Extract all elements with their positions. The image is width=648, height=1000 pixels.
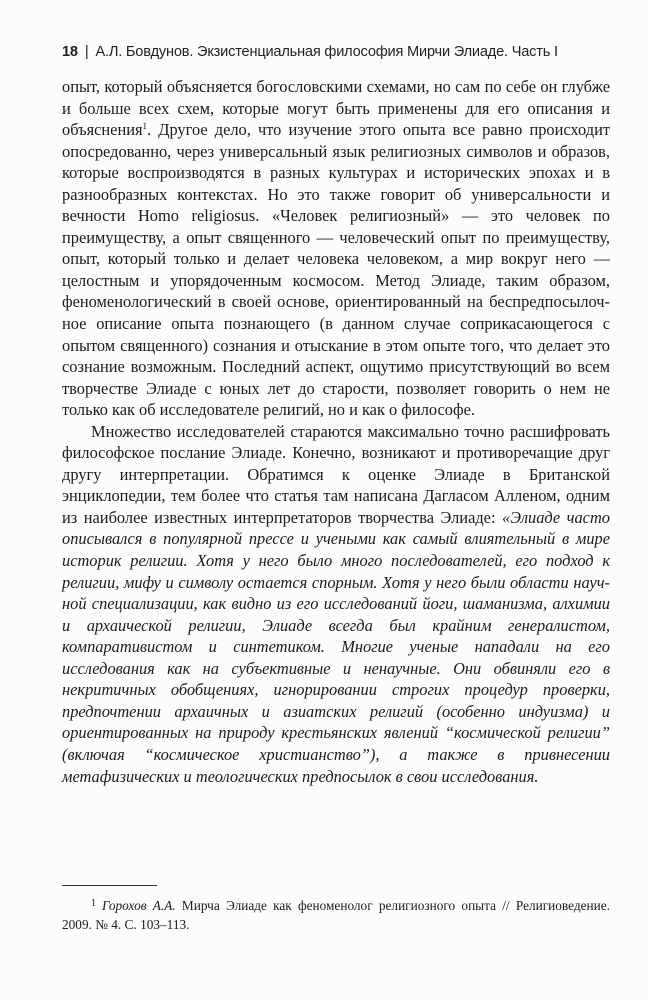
paragraph-2	[62, 421, 610, 787]
footnote-1	[62, 894, 610, 934]
paragraph-1-text-a: опыт, который объясняется богословскими схемами, но сам по себе он глубже и больше всех схем, которые могут быть применены для его описания и объяснения	[62, 77, 610, 140]
paragraph-1-text-b: . Другое дело, что изучение этого опыта все равно происходит опосредованно, через универсальный язык религиозных символов и образов, которые воспроизводятся в разных культурах и исторических эпохах и в разнообразных контекстах. Но это также говорит об универсальности и вечности Homo religiosus. «Человек религиозный» — это человек по преимуществу, а опыт священного — человеческий опыт по преимуществу, опыт, который только и делает человека человеком, а мир вокруг него — целостным и упорядоченным космосом. Метод Элиаде, таким образом, феноменологический в своей основе, ориентированный на беспредпосылочное описание опыта познающего (в данном случае соприкасающегося с опытом священного) сознания и отыскание в этом опыте того, что делает это сознание возможным. Последний аспект, ощутимо присутствующий во всем творчестве Элиаде с юных лет до старости, позволяет говорить о нем не только как об исследователе религий, но и как о философе.	[62, 120, 610, 420]
running-header	[62, 44, 602, 60]
footnote-text: Мирча Элиаде как феноменолог религиозного опыта // Религиоведение. 2009. № 4. С. 103–113.	[62, 898, 610, 932]
footnote-mark: 1	[91, 898, 96, 909]
page-number: 18	[62, 44, 78, 60]
paragraph-2-text: Множество исследователей стараются максимально точно расшифровать философское послание Элиаде. Конечно, возникают и противоречащие друг другу интерпретации. Обратимся к оценке Элиаде в Британской энциклопедии, тем более что статья там написана Дагласом Алленом, одним из наиболее известных интерпретаторов творчества Элиаде:	[62, 421, 610, 527]
footnote-author: Горохов А.А.	[102, 898, 176, 913]
britannica-quote: «Элиаде часто описывался в популярной прессе и учеными как самый влиятельный в мире историк религии. Хотя у него было много последователей, его подход к религии, мифу и символу остается спорным. Хотя у него были области научной специализации, как видно из его исследований йоги, шаманизма, алхимии и архаической религии, Элиаде всегда был крайним генералистом, компаративистом и синтетиком. Многие ученые нападали на его исследования как на субъективные и ненаучные. Они обвиняли его в некритичных обобщениях, игнорировании строгих процедур проверки, предпочтении архаичных и азиатских религий (особенно индуизма) и ориентированных на природу крестьянских явлений “космической религии” (включая “космическое христианство”), а также в привнесении метафизических и теологических предпосылок в свои исследования.	[62, 507, 610, 786]
footnote-reference[interactable]: 1	[142, 121, 148, 132]
main-text	[62, 76, 610, 787]
header-separator: |	[84, 44, 89, 60]
running-title: А.Л. Бовдунов. Экзистенциальная философия Мирчи Элиаде. Часть I	[95, 44, 558, 60]
footnote-divider	[62, 885, 157, 886]
paragraph-1	[62, 76, 610, 421]
